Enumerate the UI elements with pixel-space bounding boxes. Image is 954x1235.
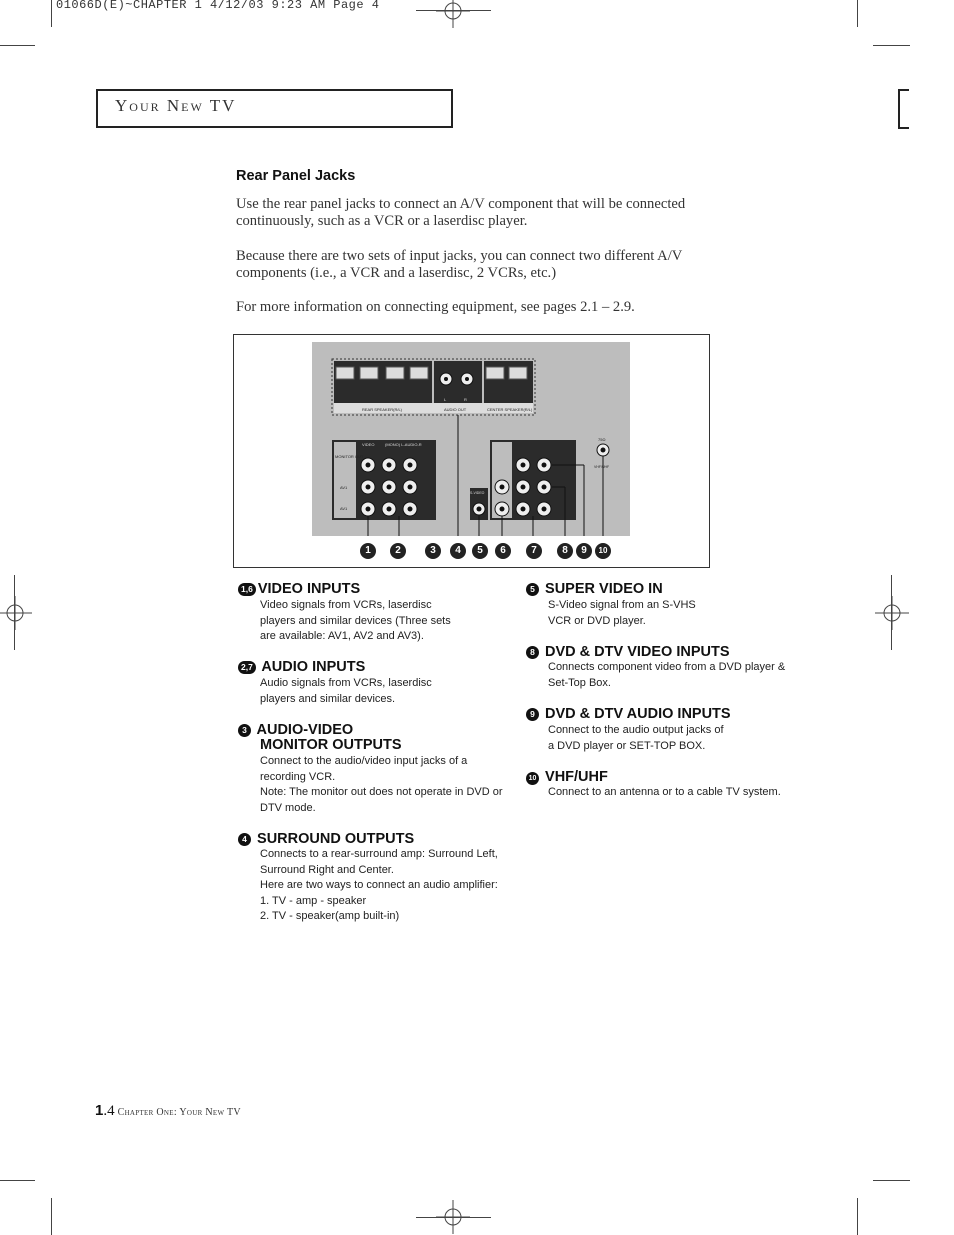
item-body-line: a DVD player or SET-TOP BOX. (548, 739, 706, 752)
item-number: 9 (526, 708, 539, 721)
item-number: 4 (238, 833, 251, 846)
item-body-line: DTV mode. (260, 801, 316, 814)
callout-number: 6 (495, 543, 511, 559)
item-number: 8 (526, 646, 539, 659)
rear-panel-diagram (312, 342, 630, 536)
registration-mark-icon (436, 0, 470, 28)
crop-mark (0, 1180, 35, 1181)
side-bracket (898, 89, 909, 129)
item-body (548, 785, 781, 801)
item-body (548, 660, 785, 691)
callout-number: 10 (595, 543, 611, 559)
item-body-line: Connects to a rear-surround amp: Surround Left, (260, 848, 498, 860)
item-body-line: 2. TV - speaker(amp built-in) (260, 910, 400, 923)
item-body (260, 676, 432, 707)
mono-label: (MONO) L-AUDIO-R (385, 442, 422, 447)
item-number: 10 (526, 772, 539, 785)
item-heading-line2: MONITOR OUTPUTS (260, 737, 402, 753)
monitor-out-label: MONITOR OUT (335, 454, 364, 459)
item-number: 5 (526, 583, 539, 596)
item-heading-text: DVD & DTV AUDIO INPUTS (545, 706, 731, 722)
item-number: 3 (238, 724, 251, 737)
callout-number: 1 (360, 543, 376, 559)
crop-mark (857, 0, 858, 27)
item-heading-text: SUPER VIDEO IN (545, 581, 663, 597)
item-number: 1,6 (238, 583, 256, 596)
item-body-line: Connects component video from a DVD player & (548, 661, 786, 673)
item-body (548, 598, 696, 629)
registration-mark-icon (0, 596, 32, 630)
item-heading-av-monitor-outputs (238, 723, 353, 738)
item-body-line: 1. TV - amp - speaker (260, 894, 367, 907)
callout-number: 2 (390, 543, 406, 559)
crop-mark (873, 1180, 910, 1181)
item-heading-text: VHF/UHF (545, 769, 608, 785)
video-label: VIDEO (362, 442, 375, 447)
av1b-label: AV1 (340, 506, 348, 511)
registration-mark-icon (875, 596, 909, 630)
callout-number: 9 (576, 543, 592, 559)
item-heading-text: AUDIO INPUTS (261, 659, 366, 675)
page-title: Your New TV (115, 96, 237, 115)
item-body-line: Surround Right and Center. (260, 863, 394, 876)
item-body-line: Connect to the audio output jacks of (548, 724, 724, 736)
item-heading-video-inputs (238, 582, 360, 597)
antenna-label: 75Ω (598, 437, 606, 442)
crop-mark (416, 10, 491, 11)
item-body-line: Note: The monitor out does not operate in DVD or (260, 786, 503, 799)
audio-out-l-label: L (444, 397, 447, 402)
chapter-label: Chapter One: Your New TV (117, 1107, 241, 1118)
section-heading: Rear Panel Jacks (236, 168, 356, 184)
callout-number: 5 (472, 543, 488, 559)
item-body-line: Audio signals from VCRs, laserdisc (260, 677, 432, 689)
item-number: 2,7 (238, 661, 256, 674)
crop-mark (891, 575, 892, 650)
center-speaker-label: CENTER SPEAKER(R/L) (487, 407, 533, 412)
item-body (548, 723, 724, 754)
crop-mark (51, 0, 52, 27)
item-body-line: Connect to the audio/video input jacks of a (260, 755, 468, 767)
audio-out-label: AUDIO OUT (444, 407, 467, 412)
vhf-label: VHF/UHF (594, 465, 610, 469)
s-video-label: S-VIDEO (470, 491, 485, 495)
item-body-line: are available: AV1, AV2 and AV3). (260, 630, 424, 643)
item-body-line: Here are two ways to connect an audio amplifier: (260, 879, 498, 892)
item-heading-surround-outputs (238, 832, 414, 847)
callout-number: 7 (526, 543, 542, 559)
item-heading-text: DVD & DTV VIDEO INPUTS (545, 644, 730, 660)
item-heading-text: AUDIO-VIDEO (256, 722, 354, 738)
rear-speaker-label: REAR SPEAKER(R/L) (362, 407, 403, 412)
item-heading-dvd-dtv-audio (526, 707, 731, 722)
item-body-line: S-Video signal from an S-VHS (548, 599, 696, 611)
item-heading-text: VIDEO INPUTS (257, 581, 361, 597)
callout-number: 3 (425, 543, 441, 559)
print-header: 01066D(E)~CHAPTER 1 4/12/03 9:23 AM Page 4 (56, 0, 380, 12)
item-heading-vhf-uhf (526, 770, 608, 785)
crop-mark (857, 1198, 858, 1235)
callout-number: 4 (450, 543, 466, 559)
item-body (260, 754, 503, 816)
item-body (260, 598, 451, 645)
item-body-line: players and similar devices. (260, 692, 396, 705)
item-heading-super-video-in (526, 582, 663, 597)
audio-out-r-label: R (464, 397, 467, 402)
item-body-line: VCR or DVD player. (548, 614, 646, 627)
av1-label: AV1 (340, 485, 348, 490)
paragraph: Because there are two sets of input jacks, you can connect two different A/V components (i.e., a VCR and a laserdisc, 2 VCRs, etc.) (236, 248, 683, 281)
page-subnumber: .4 (103, 1103, 115, 1119)
crop-mark (0, 45, 35, 46)
page-number: 1 (95, 1102, 104, 1119)
item-body-line: Video signals from VCRs, laserdisc (260, 599, 432, 611)
paragraph: For more information on connecting equipment, see pages 2.1 – 2.9. (236, 299, 635, 315)
crop-mark (14, 575, 15, 650)
crop-mark (873, 45, 910, 46)
item-heading-dvd-dtv-video (526, 645, 730, 660)
item-body-line: Set-Top Box. (548, 676, 611, 689)
item-body-line: Connect to an antenna or to a cable TV system. (548, 786, 781, 798)
crop-mark (416, 1217, 491, 1218)
item-body-line: players and similar devices (Three sets (260, 614, 451, 627)
page-footer (95, 1102, 241, 1120)
item-heading-text: SURROUND OUTPUTS (257, 831, 415, 847)
callout-number: 8 (557, 543, 573, 559)
item-heading-audio-inputs (238, 660, 365, 675)
crop-mark (51, 1198, 52, 1235)
item-body-line: recording VCR. (260, 770, 336, 783)
item-body (260, 847, 498, 925)
paragraph: Use the rear panel jacks to connect an A/V component that will be connected continuously, such as a VCR or a laserdisc player. (236, 196, 686, 229)
